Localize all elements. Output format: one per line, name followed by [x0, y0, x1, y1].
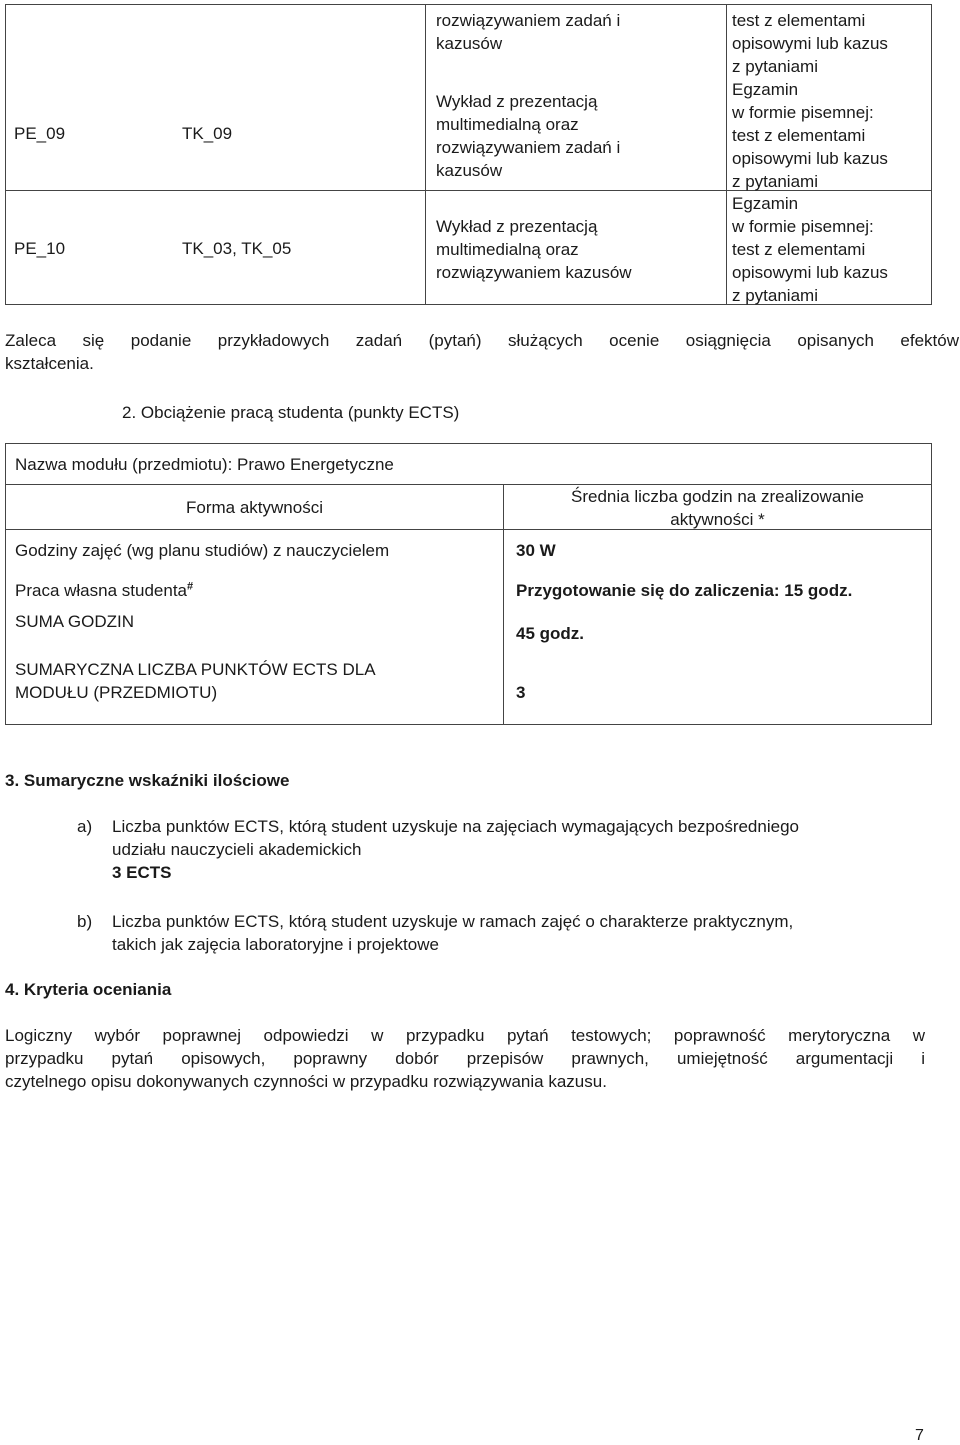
list-item-line: takich jak zajęcia laboratoryjne i projektowe	[112, 935, 439, 954]
note-line: Zaleca się podanie przykładowych zadań (pytań) służących ocenie osiągnięcia opisanych efektów	[5, 331, 959, 350]
method-line: rozwiązywaniem zadań i	[436, 11, 621, 30]
effect-code: PE_10	[14, 239, 66, 258]
method-cell	[436, 90, 620, 182]
row-value: Przygotowanie się do zaliczenia: 15 godz.	[516, 581, 853, 600]
list-marker: a)	[77, 817, 93, 836]
effects-table	[5, 4, 932, 305]
assessment-line: test z elementami	[732, 126, 866, 145]
assessment-line: z pytaniami	[732, 57, 818, 76]
assessment-cell	[732, 9, 888, 78]
row-label	[15, 658, 376, 704]
method-line: multimedialną oraz	[436, 240, 579, 259]
note-paragraph	[5, 329, 959, 375]
workload-table	[5, 443, 932, 725]
list-item-line: Liczba punktów ECTS, którą student uzyskuje na zajęciach wymagających bezpośredniego	[112, 817, 799, 836]
assessment-line: opisowymi lub kazus	[732, 263, 888, 282]
hours-header-line: Średnia liczba godzin na zrealizowanie	[571, 487, 864, 506]
assessment-line: Egzamin	[732, 80, 799, 99]
row-value: 45 godz.	[516, 624, 585, 643]
list-marker: b)	[77, 912, 93, 931]
assessment-line: z pytaniami	[732, 172, 818, 191]
criteria-line: czytelnego opisu dokonywanych czynności w przypadku rozwiązywania kazusu.	[5, 1072, 607, 1091]
method-line: Wykład z prezentacją	[436, 92, 598, 111]
criteria-line: Logiczny wybór poprawnej odpowiedzi w przypadku pytań testowych; poprawność merytoryczna w	[5, 1026, 925, 1045]
module-name	[15, 453, 394, 476]
list-item-line: Liczba punktów ECTS, którą student uzyskuje w ramach zajęć o charakterze praktycznym,	[112, 912, 794, 931]
assessment-line: z pytaniami	[732, 286, 818, 305]
assessment-line: w formie pisemnej:	[732, 103, 874, 122]
effect-code: PE_09	[14, 124, 66, 143]
content-code: TK_09	[182, 124, 233, 143]
row-value: 30 W	[516, 541, 556, 560]
method-line: kazusów	[436, 161, 503, 180]
module-name-value: Prawo Energetyczne	[237, 455, 394, 474]
page-number: 7	[915, 1427, 924, 1444]
assessment-line: test z elementami	[732, 240, 866, 259]
row-label	[15, 579, 193, 602]
method-cell	[436, 215, 632, 284]
method-line: multimedialną oraz	[436, 115, 579, 134]
row-label-line: MODUŁU (PRZEDMIOTU)	[15, 683, 218, 702]
ects-value: 3 ECTS	[112, 863, 172, 882]
row-label-text: Praca własna studenta	[15, 581, 187, 600]
assessment-line: opisowymi lub kazus	[732, 34, 888, 53]
row-label-line: SUMARYCZNA LICZBA PUNKTÓW ECTS DLA	[15, 660, 376, 679]
note-line: kształcenia.	[5, 354, 94, 373]
list-item-line: udziału nauczycieli akademickich	[112, 840, 362, 859]
footnote-mark: #	[187, 580, 194, 593]
method-cell	[436, 9, 620, 55]
row-label: Godziny zajęć (wg planu studiów) z nauczycielem	[15, 541, 390, 560]
list-item	[112, 815, 799, 884]
criteria-line: przypadku pytań opisowych, poprawny dobór przepisów prawnych, umiejętność argumentacji i	[5, 1049, 925, 1068]
module-name-label: Nazwa modułu (przedmiotu):	[15, 455, 238, 474]
row-label: SUMA GODZIN	[15, 612, 135, 631]
method-line: kazusów	[436, 34, 503, 53]
section-4-heading: 4. Kryteria oceniania	[5, 980, 172, 999]
assessment-line: Egzamin	[732, 194, 799, 213]
criteria-paragraph	[5, 1024, 925, 1093]
content-code: TK_03, TK_05	[182, 239, 292, 258]
assessment-line: test z elementami	[732, 11, 866, 30]
method-line: Wykład z prezentacją	[436, 217, 598, 236]
assessment-cell	[732, 192, 888, 307]
section-3-heading: 3. Sumaryczne wskaźniki ilościowe	[5, 771, 290, 790]
method-line: rozwiązywaniem kazusów	[436, 263, 632, 282]
assessment-line: opisowymi lub kazus	[732, 149, 888, 168]
hours-header-line: aktywności *	[670, 510, 765, 529]
method-line: rozwiązywaniem zadań i	[436, 138, 621, 157]
list-item	[112, 910, 793, 956]
assessment-line: w formie pisemnej:	[732, 217, 874, 236]
section-2-heading: 2. Obciążenie pracą studenta (punkty ECTS)	[122, 403, 460, 422]
hours-header	[504, 485, 931, 531]
activity-header: Forma aktywności	[186, 498, 323, 517]
assessment-cell	[732, 78, 888, 193]
row-value: 3	[516, 683, 526, 702]
